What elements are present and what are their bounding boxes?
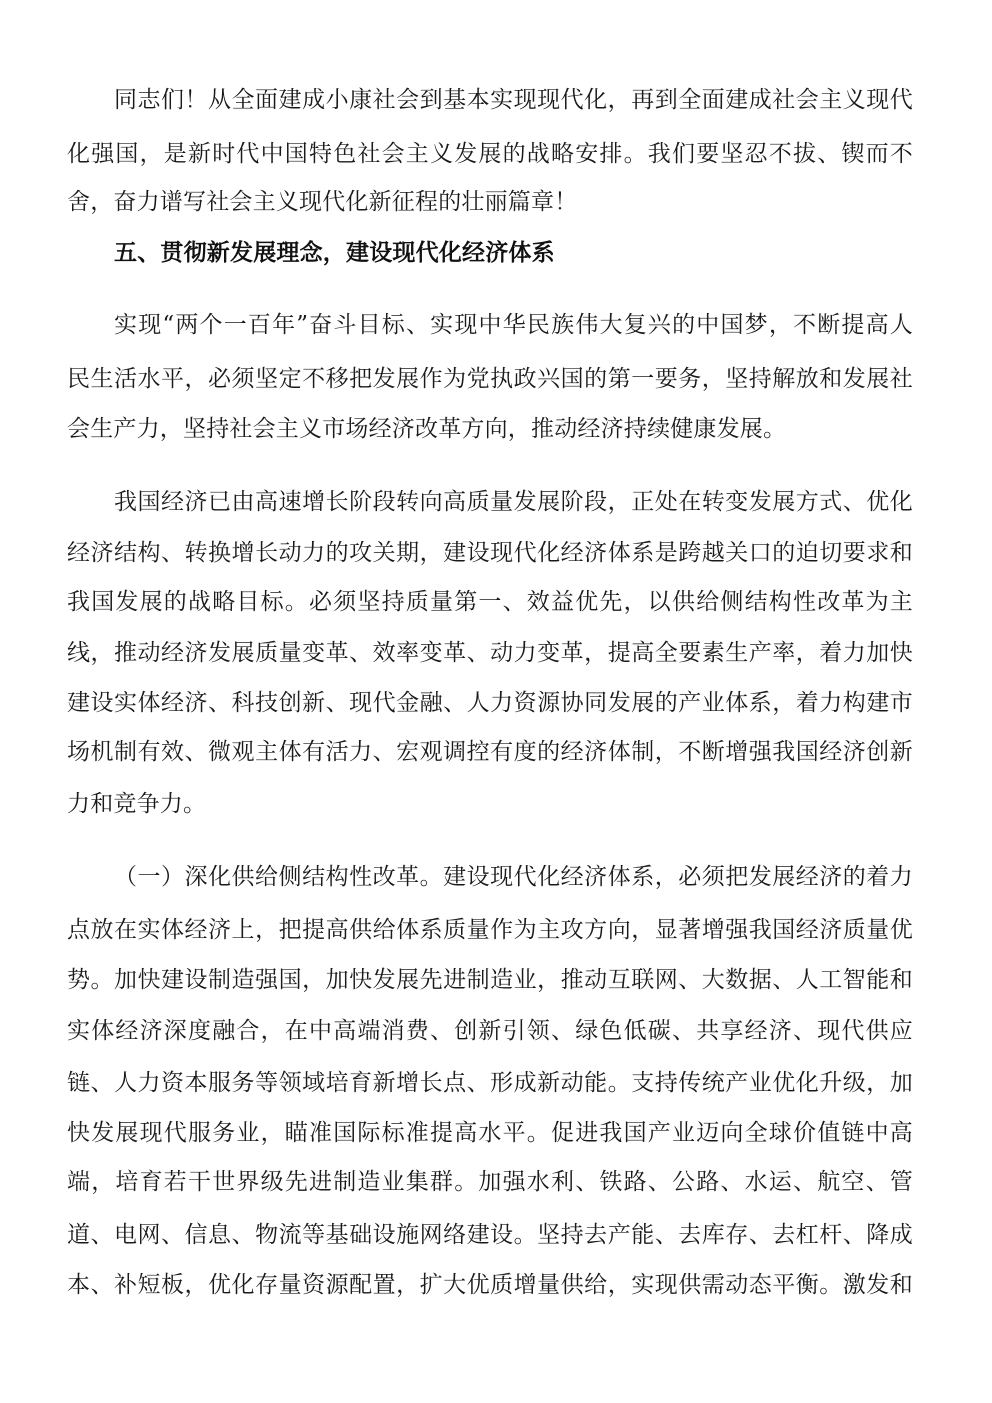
text-line: 点放在实体经济上，把提高供给体系质量作为主攻方向，显著增强我国经济质量优 — [67, 917, 913, 943]
text-line: 力和竞争力。 — [67, 791, 207, 817]
text-line: 实体经济深度融合，在中高端消费、创新引领、绿色低碳、共享经济、现代供应 — [67, 1018, 913, 1044]
text-line: 建设实体经济、科技创新、现代金融、人力资源协同发展的产业体系，着力构建市 — [67, 690, 913, 716]
text-line: 会生产力，坚持社会主义市场经济改革方向，推动经济持续健康发展。 — [67, 416, 787, 442]
text-line: 链、人力资本服务等领域培育新增长点、形成新动能。支持传统产业优化升级，加 — [67, 1070, 913, 1096]
text-line: 端，培育若干世界级先进制造业集群。加强水利、铁路、公路、水运、航空、管 — [67, 1169, 913, 1195]
section-heading: 五、贯彻新发展理念，建设现代化经济体系 — [114, 240, 555, 266]
text-line: 道、电网、信息、物流等基础设施网络建设。坚持去产能、去库存、去杠杆、降成 — [67, 1222, 913, 1248]
text-line: 线，推动经济发展质量变革、效率变革、动力变革，提高全要素生产率，着力加快 — [67, 640, 913, 666]
text-line: 同志们！从全面建成小康社会到基本实现现代化，再到全面建成社会主义现代 — [114, 87, 913, 113]
text-line: 民生活水平，必须坚定不移把发展作为党执政兴国的第一要务，坚持解放和发展社 — [67, 366, 913, 392]
text-line: 势。加快建设制造强国，加快发展先进制造业，推动互联网、大数据、人工智能和 — [67, 967, 913, 993]
text-line: 经济结构、转换增长动力的攻关期，建设现代化经济体系是跨越关口的迫切要求和 — [67, 540, 913, 566]
text-line: （一）深化供给侧结构性改革。建设现代化经济体系，必须把发展经济的着力 — [114, 864, 913, 890]
text-line: 快发展现代服务业，瞄准国际标准提高水平。促进我国产业迈向全球价值链中高 — [67, 1120, 913, 1146]
text-line: 我国发展的战略目标。必须坚持质量第一、效益优先，以供给侧结构性改革为主 — [67, 589, 913, 615]
text-line: 化强国，是新时代中国特色社会主义发展的战略安排。我们要坚忍不拔、锲而不 — [67, 141, 913, 167]
text-line: 本、补短板，优化存量资源配置，扩大优质增量供给，实现供需动态平衡。激发和 — [67, 1272, 913, 1298]
text-line: 舍，奋力谱写社会主义现代化新征程的壮丽篇章！ — [67, 189, 578, 215]
text-line: 场机制有效、微观主体有活力、宏观调控有度的经济体制，不断增强我国经济创新 — [67, 739, 913, 765]
text-line: 我国经济已由高速增长阶段转向高质量发展阶段，正处在转变发展方式、优化 — [114, 489, 913, 515]
text-line: 实现“两个一百年”奋斗目标、实现中华民族伟大复兴的中国梦，不断提高人 — [114, 312, 913, 338]
